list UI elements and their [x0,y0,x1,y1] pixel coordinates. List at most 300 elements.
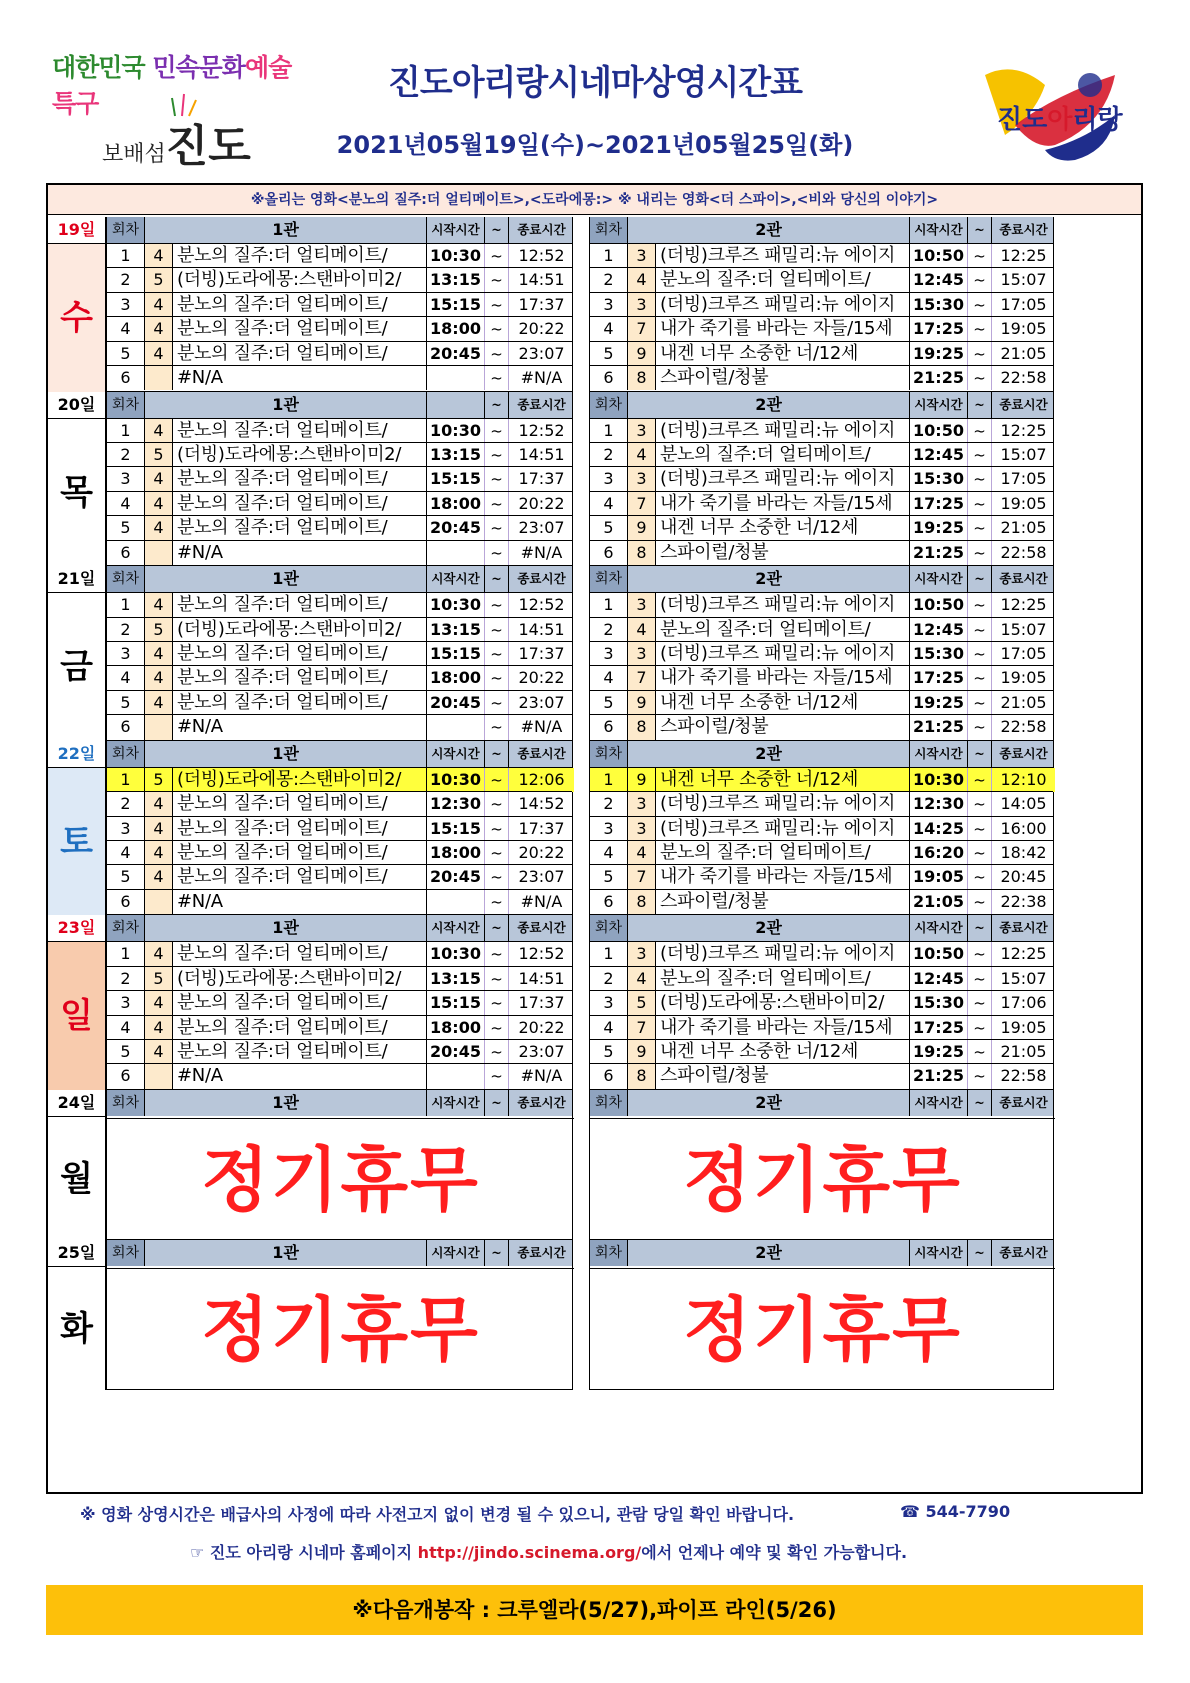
end-time-header: 종료시간 [517,920,566,936]
hall-2-block [589,217,1054,392]
round-cell: 3 [107,293,145,317]
logo-slogan-part: 예술특구 [52,53,292,118]
tilde-header: ~ [968,915,992,941]
tilde-cell: ~ [968,991,992,1015]
round-header: 회차 [107,1240,145,1266]
movie-title-cell: 내겐 너무 소중한 너/12세 [656,1040,910,1064]
tilde-cell: ~ [485,890,509,914]
end-time-cell: 15:07 [1000,619,1047,639]
logo-text-part: 리랑 [1072,105,1123,135]
round-cell: 4 [107,317,145,341]
start-time-cell: 20:45 [427,516,485,540]
hall-name: 2관 [628,217,910,243]
start-time-cell [427,715,485,739]
movie-title-cell: 스파이럴/청불 [656,890,910,914]
tilde-cell: ~ [485,817,509,841]
age-rating-cell: 8 [628,715,656,739]
end-time-cell: 12:25 [1000,420,1047,440]
logo-text-part: 아 [1047,105,1073,135]
end-time-cell: #N/A [520,891,563,911]
movie-title-cell: 분노의 질주:더 얼티메이트/ [173,642,427,666]
movie-title-cell: (더빙)크루즈 패밀리:뉴 에이지 [656,817,910,841]
start-time-cell: 14:25 [910,817,968,841]
tilde-cell: ~ [485,366,509,390]
tilde-cell: ~ [485,792,509,816]
age-rating-cell: 8 [628,1064,656,1088]
round-cell: 2 [107,792,145,816]
round-cell: 6 [107,541,145,565]
logo-text-part: 진도 [997,105,1048,135]
closed-notice: 정기휴무 [107,1268,574,1390]
age-rating-cell: 3 [628,293,656,317]
movie-title-cell: (더빙)도라에몽:스탠바이미2/ [173,443,427,467]
round-cell: 3 [590,293,628,317]
movie-title-cell: (더빙)크루즈 패밀리:뉴 에이지 [656,642,910,666]
start-time-cell: 15:30 [910,642,968,666]
start-time-cell: 12:30 [427,792,485,816]
schedule-row [107,243,572,267]
tilde-cell: ~ [485,467,509,491]
start-time-header: 시작시간 [427,566,485,592]
start-time-cell: 19:25 [910,1040,968,1064]
end-time-header: 종료시간 [999,745,1048,761]
tilde-cell: ~ [968,419,992,443]
movie-title-cell: 분노의 질주:더 얼티메이트/ [173,1040,427,1064]
age-rating-cell [145,715,173,739]
round-cell: 2 [590,443,628,467]
start-time-cell: 15:30 [910,991,968,1015]
start-time-cell: 10:50 [910,593,968,617]
schedule-row [590,267,1053,291]
round-cell: 2 [107,443,145,467]
end-time-cell: 20:22 [518,668,565,688]
start-time-cell: 15:30 [910,293,968,317]
hall-header-row [590,566,1053,592]
end-time-cell: 18:42 [1000,842,1047,862]
hall-header-row [107,1090,572,1116]
end-time-cell: 22:58 [1000,542,1047,562]
round-header: 회차 [107,915,145,941]
tilde-header: ~ [485,915,509,941]
hall-name: 1관 [145,741,427,767]
movie-title-cell: 내겐 너무 소중한 너/12세 [656,342,910,366]
day-date-label: 20일 [48,392,106,418]
tilde-cell: ~ [968,890,992,914]
page-header [0,0,1190,180]
end-time-header: 종료시간 [517,1095,566,1110]
age-rating-cell: 9 [628,691,656,715]
end-time-cell: 22:38 [1000,891,1047,911]
round-header: 회차 [590,566,628,592]
day-date-label: 22일 [48,741,106,767]
tilde-cell: ~ [968,642,992,666]
tilde-cell: ~ [485,666,509,690]
tilde-cell: ~ [968,792,992,816]
end-time-cell: 12:25 [1000,595,1047,615]
start-time-cell: 12:45 [910,268,968,292]
end-time-cell: 17:05 [1000,643,1047,663]
age-rating-cell: 4 [145,593,173,617]
movie-title-cell: #N/A [173,366,427,390]
tilde-cell: ~ [968,366,992,390]
homepage-link[interactable]: http://jindo.scinema.org/ [417,1543,642,1562]
tilde-cell: ~ [968,1040,992,1064]
start-time-cell: 13:15 [427,268,485,292]
age-rating-cell: 5 [145,618,173,642]
movie-title-cell: (더빙)도라에몽:스탠바이미2/ [173,768,427,792]
start-time-cell: 15:15 [427,991,485,1015]
tilde-cell: ~ [485,244,509,268]
round-cell: 1 [107,942,145,966]
day-of-week-label: 목 [48,418,106,567]
round-header: 회차 [590,1090,628,1116]
tilde-cell: ~ [968,666,992,690]
end-time-cell: 12:25 [1000,246,1047,265]
start-time-cell: 17:25 [910,492,968,516]
tilde-cell: ~ [485,841,509,865]
end-time-cell: 16:00 [1000,818,1047,838]
round-cell: 4 [107,841,145,865]
arirang-logo [975,55,1125,165]
schedule-row [107,617,572,641]
tilde-header: ~ [485,741,509,767]
age-rating-cell: 4 [145,691,173,715]
closed-notice: 정기휴무 [107,1118,574,1240]
tilde-cell: ~ [968,1016,992,1040]
start-time-cell: 20:45 [427,691,485,715]
age-rating-cell [145,541,173,565]
next-release-banner: ※다음개봉작 : 크루엘라(5/27),파이프 라인(5/26) [46,1585,1143,1635]
round-header: 회차 [590,1240,628,1266]
movie-title-cell: 내가 죽기를 바라는 자들/15세 [656,865,910,889]
start-time-cell: 21:25 [910,1064,968,1088]
age-rating-cell: 4 [628,618,656,642]
round-cell: 5 [107,1040,145,1064]
round-header: 회차 [107,741,145,767]
schedule-row [590,341,1053,365]
age-rating-cell: 4 [628,967,656,991]
movie-title-cell: (더빙)도라에몽:스탠바이미2/ [173,967,427,991]
tilde-header: ~ [485,1090,509,1116]
schedule-row [590,1039,1053,1063]
round-cell: 6 [107,890,145,914]
age-rating-cell: 5 [145,768,173,792]
age-rating-cell: 7 [628,492,656,516]
schedule-row [590,515,1053,539]
age-rating-cell: 4 [145,865,173,889]
round-cell: 5 [107,342,145,366]
round-cell: 5 [590,865,628,889]
tilde-cell: ~ [968,443,992,467]
age-rating-cell: 4 [145,817,173,841]
hall-name: 2관 [628,392,910,418]
tilde-cell: ~ [968,618,992,642]
age-rating-cell: 8 [628,366,656,390]
round-header: 회차 [107,566,145,592]
movie-title-cell: 내겐 너무 소중한 너/12세 [656,768,910,792]
logo-brand [102,110,251,174]
schedule-row [590,840,1053,864]
page-title: 진도아리랑시네마상영시간표 [388,63,802,103]
logo-brand-small: 보배섬 [102,142,166,167]
day-of-week-label: 월 [48,1116,106,1240]
age-rating-cell: 5 [145,443,173,467]
end-time-header: 종료시간 [999,920,1048,936]
movie-title-cell: 분노의 질주:더 얼티메이트/ [173,419,427,443]
hall-name: 2관 [628,1090,910,1116]
jindo-logo [52,48,292,178]
tilde-cell: ~ [485,942,509,966]
age-rating-cell: 7 [628,1016,656,1040]
age-rating-cell: 7 [628,317,656,341]
hall-2-block [589,741,1054,916]
start-time-cell: 18:00 [427,841,485,865]
schedule-row [590,243,1053,267]
start-time-cell: 18:00 [427,666,485,690]
end-time-cell: 19:05 [1000,668,1047,688]
end-time-cell: 17:06 [1000,993,1047,1013]
movie-title-cell: 분노의 질주:더 얼티메이트/ [173,293,427,317]
end-time-cell: 17:05 [1000,469,1047,489]
schedule-row [107,641,572,665]
hall-header-row [590,217,1053,243]
tilde-cell: ~ [485,593,509,617]
tilde-cell: ~ [968,244,992,268]
movie-title-cell: 분노의 질주:더 얼티메이트/ [656,967,910,991]
round-cell: 5 [590,1040,628,1064]
start-time-cell [427,1064,485,1088]
hall-name: 1관 [145,217,427,243]
round-cell: 2 [590,268,628,292]
round-header: 회차 [590,915,628,941]
round-cell: 4 [107,492,145,516]
start-time-header: 시작시간 [910,392,968,418]
tilde-cell: ~ [968,841,992,865]
tilde-header: ~ [968,566,992,592]
round-cell: 6 [107,366,145,390]
movie-title-cell: 분노의 질주:더 얼티메이트/ [173,666,427,690]
tilde-cell: ~ [968,967,992,991]
tilde-cell: ~ [968,691,992,715]
start-time-header: 시작시간 [427,1090,485,1116]
end-time-header: 종료시간 [999,571,1048,587]
end-time-header: 종료시간 [517,396,566,412]
movie-title-cell: (더빙)크루즈 패밀리:뉴 에이지 [656,467,910,491]
age-rating-cell: 3 [628,942,656,966]
tilde-cell: ~ [485,642,509,666]
start-time-cell: 10:50 [910,942,968,966]
movie-title-cell: 스파이럴/청불 [656,541,910,565]
end-time-cell: 17:37 [518,993,565,1013]
start-time-cell: 10:30 [427,593,485,617]
start-time-header: 시작시간 [427,741,485,767]
schedule-row [107,466,572,490]
schedule-row [590,592,1053,616]
schedule-row [107,665,572,689]
movie-title-cell: 분노의 질주:더 얼티메이트/ [173,317,427,341]
schedule-table [46,183,1143,1494]
round-cell: 2 [107,268,145,292]
end-time-cell: 20:22 [518,842,565,862]
start-time-cell: 13:15 [427,967,485,991]
movie-title-cell: 내겐 너무 소중한 너/12세 [656,516,910,540]
round-cell: 5 [590,691,628,715]
schedule-row [590,1015,1053,1039]
age-rating-cell [145,890,173,914]
tilde-cell: ~ [485,443,509,467]
start-time-cell: 19:25 [910,342,968,366]
tilde-cell: ~ [485,1016,509,1040]
schedule-row [107,592,572,616]
schedule-row [107,316,572,340]
schedule-row [590,466,1053,490]
tilde-cell: ~ [968,942,992,966]
day-date-label: 23일 [48,915,106,941]
end-time-header: 종료시간 [999,1245,1048,1260]
round-header: 회차 [107,392,145,418]
schedule-row [107,292,572,316]
schedule-row [107,267,572,291]
round-cell: 3 [590,642,628,666]
start-time-header: 시작시간 [910,1240,968,1266]
end-time-cell: 21:05 [1000,518,1047,538]
end-time-cell: 17:37 [518,294,565,314]
age-rating-cell: 4 [145,792,173,816]
day-date-label: 19일 [48,217,106,243]
movie-title-cell: 분노의 질주:더 얼티메이트/ [173,492,427,516]
schedule-row [107,714,572,738]
age-rating-cell: 4 [145,419,173,443]
tilde-cell: ~ [968,492,992,516]
start-time-cell: 16:20 [910,841,968,865]
end-time-cell: 22:58 [1000,1066,1047,1086]
movie-title-cell: 내가 죽기를 바라는 자들/15세 [656,1016,910,1040]
end-time-cell: 21:05 [1000,343,1047,363]
hall-1-block [106,217,573,392]
age-rating-cell: 8 [628,890,656,914]
start-time-cell [427,890,485,914]
end-time-cell: 23:07 [518,692,565,712]
closed-notice: 정기휴무 [590,1268,1055,1390]
round-cell: 4 [590,666,628,690]
end-time-cell: 23:07 [518,343,565,363]
round-cell: 4 [107,666,145,690]
round-cell: 1 [590,942,628,966]
schedule-row [107,1039,572,1063]
round-cell: 2 [107,967,145,991]
hall-name: 2관 [628,566,910,592]
logo-slogan-part: 민속문화 [152,53,245,82]
tilde-header: ~ [485,566,509,592]
end-time-cell: 17:37 [518,469,565,489]
tilde-header: ~ [968,1090,992,1116]
end-time-header: 종료시간 [517,745,566,761]
tilde-cell: ~ [485,317,509,341]
end-time-cell: 12:25 [1000,944,1047,964]
round-header: 회차 [590,392,628,418]
movie-title-cell: #N/A [173,1064,427,1088]
movie-title-cell: 분노의 질주:더 얼티메이트/ [173,792,427,816]
hall-name: 1관 [145,1090,427,1116]
end-time-cell: 21:05 [1000,1041,1047,1061]
age-rating-cell: 4 [145,244,173,268]
end-time-header: 종료시간 [999,222,1048,237]
day-date-label: 21일 [48,566,106,592]
age-rating-cell: 3 [628,467,656,491]
hall-1-block [106,741,573,916]
tilde-cell: ~ [485,293,509,317]
tilde-header: ~ [968,741,992,767]
start-time-cell: 10:50 [910,244,968,268]
start-time-cell: 13:15 [427,618,485,642]
movie-title-cell: 분노의 질주:더 얼티메이트/ [656,841,910,865]
movie-title-cell: (더빙)크루즈 패밀리:뉴 에이지 [656,293,910,317]
round-header: 회차 [107,1090,145,1116]
start-time-cell: 12:45 [910,618,968,642]
age-rating-cell: 3 [628,792,656,816]
tilde-cell: ~ [968,268,992,292]
hall-header-row [107,566,572,592]
end-time-cell: #N/A [520,542,563,562]
schedule-row [107,990,572,1014]
movie-title-cell: 스파이럴/청불 [656,1064,910,1088]
age-rating-cell: 4 [145,317,173,341]
end-time-cell: 23:07 [518,867,565,887]
schedule-row [590,941,1053,965]
hall-header-row [590,392,1053,418]
end-time-cell: 14:51 [518,270,565,290]
start-time-cell: 19:25 [910,516,968,540]
age-rating-cell: 4 [145,1040,173,1064]
homepage-note-text: ☞ 진도 아리랑 시네마 홈페이지 [190,1543,418,1562]
hall-header-row [107,1240,572,1266]
start-time-cell: 15:15 [427,467,485,491]
end-time-cell: #N/A [520,717,563,737]
logo-brand-big: 진도 [165,121,251,172]
start-time-cell: 15:30 [910,467,968,491]
age-rating-cell: 5 [145,268,173,292]
end-time-cell: 23:07 [518,518,565,538]
movie-title-cell: 분노의 질주:더 얼티메이트/ [173,691,427,715]
age-rating-cell: 4 [145,666,173,690]
schedule-row [590,617,1053,641]
start-time-cell: 10:30 [427,244,485,268]
round-cell: 6 [590,366,628,390]
start-time-header: 시작시간 [910,741,968,767]
start-time-cell: 18:00 [427,317,485,341]
round-cell: 3 [107,642,145,666]
end-time-cell: 12:52 [518,246,565,265]
tilde-cell: ~ [485,419,509,443]
hall-name: 1관 [145,1240,427,1266]
release-notice: ※올리는 영화<분노의 질주:더 얼티메이트>,<도라에몽:> ※ 내리는 영화<더 스파이>,<비와 당신의 이야기> [48,185,1141,215]
hall-header-row [107,915,572,941]
hall-1-block [106,566,573,741]
start-time-header: 시작시간 [910,566,968,592]
tilde-header: ~ [485,392,509,418]
hall-name: 2관 [628,915,910,941]
tilde-header: ~ [485,217,509,243]
end-time-header: 종료시간 [517,1245,566,1260]
tilde-header: ~ [968,1240,992,1266]
movie-title-cell: 분노의 질주:더 얼티메이트/ [173,342,427,366]
hall-2-block [589,392,1054,567]
hall-header-row [590,915,1053,941]
round-cell: 4 [590,841,628,865]
end-time-header: 종료시간 [999,396,1048,412]
round-cell: 5 [107,516,145,540]
schedule-row [107,1063,572,1087]
